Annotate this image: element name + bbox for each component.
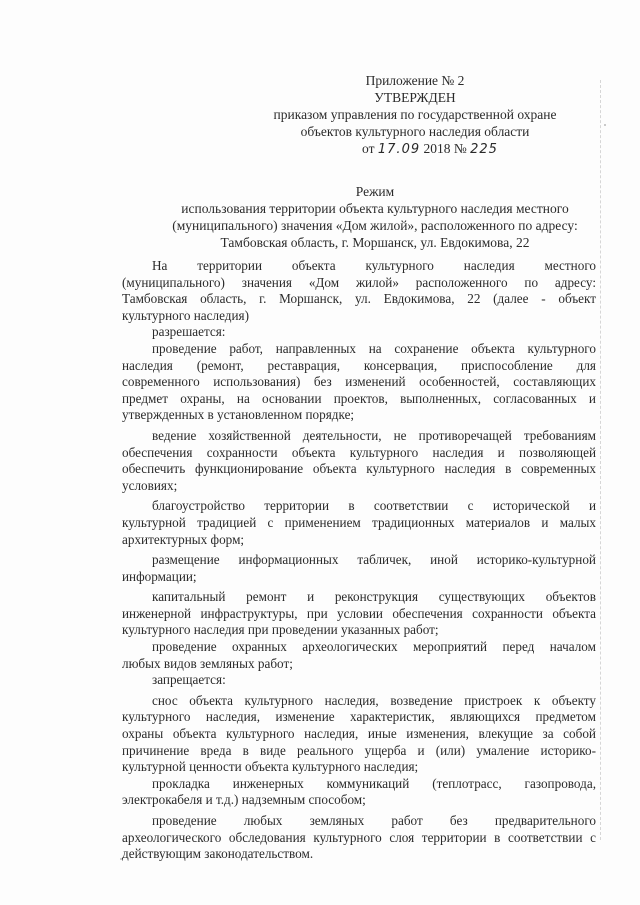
title-line-1: использования территории объекта культурного наследия местного	[181, 201, 569, 216]
allowed-item-line: капитальный ремонт и реконструкция существующих объектов	[152, 589, 596, 605]
forbidden-item-line: культурной ценности объекта культурного наследия;	[122, 759, 419, 775]
forbidden-item-line: культурного наследия, изменение характеристик, являющихся предметом	[122, 709, 596, 725]
allowed-item-line: проведение работ, направленных на сохранение объекта культурного	[152, 340, 596, 356]
allowed-item-line: информации;	[122, 568, 197, 584]
forbidden-item-line: охраны объекта культурного наследия, иные изменения, влекущие за собой	[122, 726, 596, 742]
allowed-item-line: обеспечить функционирование объекта культурного наследия в современных	[122, 461, 596, 477]
intro-line: Тамбовская область, г. Моршанск, ул. Евдокимова, 22 (далее - объект	[122, 291, 596, 307]
allowed-item-line: ведение хозяйственной деятельности, не противоречащей требованиям	[152, 427, 596, 443]
forbidden-item-line: археологического обследования культурного слоя территории в соответствии с	[122, 829, 596, 845]
intro-line: культурного наследия)	[122, 307, 249, 323]
document-body	[122, 258, 596, 863]
number-handwritten: 225	[470, 142, 498, 157]
title-line-3: Тамбовская область, г. Моршанск, ул. Евдокимова, 22	[220, 235, 530, 250]
approved-label: УТВЕРЖДЕН	[374, 90, 456, 105]
number-prefix: №	[453, 141, 467, 156]
order-line-1: приказом управления по государственной охране	[273, 107, 557, 122]
forbidden-item-line: проведение любых земляных работ без предварительного	[152, 813, 596, 828]
scan-speck	[604, 124, 606, 126]
allowed-item-line: размещение информационных табличек, иной историко-культурной	[152, 552, 596, 568]
allowed-item-line: наследия (ремонт, реставрация, консервация, приспособление для	[122, 357, 596, 373]
allowed-item-line: любых видов земляных работ;	[122, 655, 293, 671]
allowed-item-line: культурного наследия при проведении указанных работ;	[122, 622, 439, 638]
allowed-item-line: условиях;	[122, 477, 178, 493]
allowed-item-line: утвержденных в установленном порядке;	[122, 407, 355, 423]
allowed-item-line: современного использования) без изменений особенностей, составляющих	[122, 374, 596, 390]
approval-block	[250, 72, 580, 158]
allowed-heading: разрешается:	[152, 324, 226, 340]
allowed-item-line: предмет охраны, на основании проектов, выполненных, согласованных и	[122, 390, 596, 406]
forbidden-item-line: действующим законодательством.	[122, 846, 314, 862]
allowed-item-line: инженерной инфраструктуры, при условии обеспечения сохранности объекта	[122, 605, 596, 621]
allowed-item-line: культурной традицией с применением традиционных материалов и малых	[122, 514, 596, 530]
title-block	[140, 183, 610, 251]
date-prefix: от	[362, 141, 375, 156]
forbidden-heading: запрещается:	[152, 672, 226, 688]
order-date-line	[250, 140, 580, 158]
forbidden-item-line: электрокабеля и т.д.) надземным способом;	[122, 792, 366, 808]
allowed-item-line: обеспечения сохранности объекта культурного наследия и позволяющей	[122, 444, 596, 460]
allowed-item-line: благоустройство территории в соответствии с исторической и	[152, 498, 596, 514]
intro-line: На территории объекта культурного наследия местного	[152, 258, 596, 273]
forbidden-item-line: снос объекта культурного наследия, возведение пристроек к объекту	[152, 692, 596, 708]
forbidden-item-line: причинение вреда в виде реального ущерба и (или) умаление историко-	[122, 742, 596, 758]
date-year: 2018	[423, 141, 451, 156]
allowed-item-line: архитектурных форм;	[122, 531, 245, 547]
title-line-2: (муниципального) значения «Дом жилой», расположенного по адресу:	[172, 218, 578, 233]
title-heading: Режим	[355, 184, 395, 199]
allowed-item-line: проведение охранных археологических мероприятий перед началом	[152, 639, 596, 655]
forbidden-item-line: прокладка инженерных коммуникаций (теплотрасс, газопровода,	[152, 775, 596, 791]
order-line-2: объектов культурного наследия области	[300, 124, 530, 139]
date-handwritten: 17.09	[377, 142, 421, 157]
intro-line: (муниципального) значения «Дом жилой» расположенного по адресу:	[122, 274, 596, 290]
appendix-label: Приложение № 2	[365, 73, 465, 88]
